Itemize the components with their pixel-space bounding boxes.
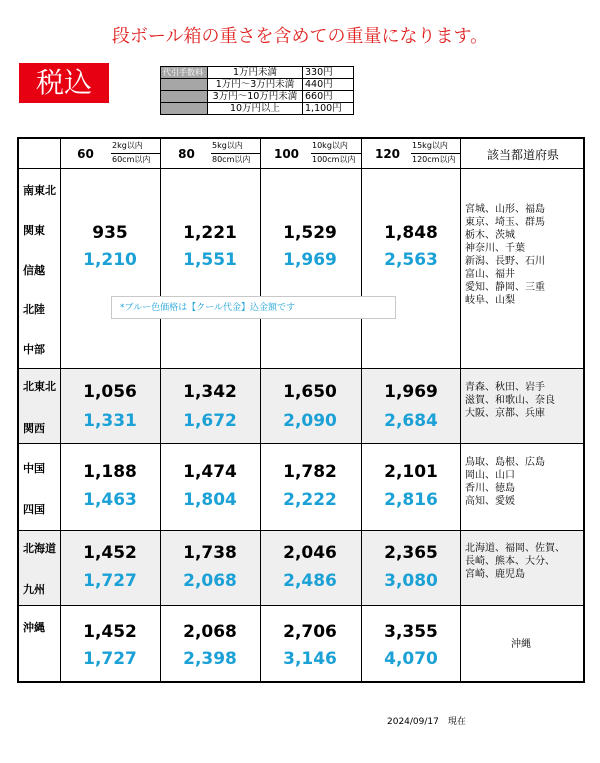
cod-row xyxy=(161,79,354,91)
cod-fee: 440円 xyxy=(303,79,354,91)
region-label: 四国 xyxy=(23,503,45,516)
col-divider xyxy=(160,139,161,681)
tax-included-badge: 税込 xyxy=(19,63,109,103)
prefecture-line: 宮城、山形、福島 xyxy=(465,204,545,215)
cod-row xyxy=(161,91,354,103)
weight-limit: 2kg以内 xyxy=(112,141,143,150)
prefecture-line: 新潟、長野、石川 xyxy=(465,256,545,267)
prefecture-line: 栃木、茨城 xyxy=(465,230,515,241)
price-cool: 2,398 xyxy=(183,649,237,669)
price-normal: 1,452 xyxy=(83,622,137,642)
prefecture-line: 北海道、福岡、佐賀、 xyxy=(465,543,565,554)
price-cool: 2,222 xyxy=(283,490,337,510)
prefecture-line: 神奈川、千葉 xyxy=(465,243,525,254)
price-cool: 3,146 xyxy=(283,649,337,669)
shipping-rate-table xyxy=(17,137,585,683)
price-cool: 3,080 xyxy=(384,571,438,591)
row-divider xyxy=(19,443,583,444)
prefecture-line: 富山、福井 xyxy=(465,269,515,280)
price-cool: 2,486 xyxy=(283,571,337,591)
dimension-limit: 60cm以内 xyxy=(112,155,151,164)
row-divider xyxy=(19,605,583,606)
cod-fee: 660円 xyxy=(303,91,354,103)
region-label: 中国 xyxy=(23,462,45,475)
region-label: 沖縄 xyxy=(23,621,45,634)
price-cool: 2,684 xyxy=(384,411,438,431)
prefecture-list xyxy=(465,381,555,420)
price-cool: 1,210 xyxy=(83,250,137,270)
price-normal: 1,056 xyxy=(83,382,137,402)
row-divider xyxy=(19,530,583,531)
price-normal: 1,969 xyxy=(384,382,438,402)
region-label: 信越 xyxy=(23,264,45,277)
col-divider xyxy=(60,139,61,681)
price-normal: 1,782 xyxy=(283,462,337,482)
price-normal: 2,068 xyxy=(183,622,237,642)
price-normal: 1,342 xyxy=(183,382,237,402)
weight-limit: 15kg以内 xyxy=(412,141,448,150)
prefecture-line: 岐阜、山梨 xyxy=(465,295,515,306)
price-cool: 1,551 xyxy=(183,250,237,270)
col-divider xyxy=(460,139,461,681)
col-divider xyxy=(361,139,362,681)
cod-range: 3万円～10万円未満 xyxy=(208,91,303,103)
size-label: 100 xyxy=(273,147,300,161)
price-normal: 2,365 xyxy=(384,543,438,563)
prefecture-line: 鳥取、島根、広島 xyxy=(465,457,545,468)
price-cool: 2,816 xyxy=(384,490,438,510)
cool-price-note: *ブルー色価格は【クール代金】込金額です xyxy=(111,296,396,319)
size-label: 60 xyxy=(77,147,94,161)
price-cool: 1,463 xyxy=(83,490,137,510)
price-cool: 1,727 xyxy=(83,649,137,669)
as-of-date: 2024/09/17 現在 xyxy=(387,717,466,727)
price-normal: 1,650 xyxy=(283,382,337,402)
prefecture-line: 香川、徳島 xyxy=(465,483,515,494)
price-cool: 1,672 xyxy=(183,411,237,431)
prefecture-list xyxy=(465,456,545,508)
cod-fee: 1,100円 xyxy=(303,103,354,115)
price-normal: 1,188 xyxy=(83,462,137,482)
dimension-limit: 100cm以内 xyxy=(312,155,356,164)
price-normal: 2,046 xyxy=(283,543,337,563)
region-label: 北海道 xyxy=(23,542,56,555)
headline: 段ボール箱の重さを含めての重量になります。 xyxy=(111,26,489,47)
size-label: 120 xyxy=(374,147,401,161)
region-label: 中部 xyxy=(23,343,45,356)
region-label: 南東北 xyxy=(23,184,56,197)
cod-range: 10万円以上 xyxy=(208,103,303,115)
region-label: 九州 xyxy=(23,583,45,596)
col-divider xyxy=(260,139,261,681)
price-cool: 2,068 xyxy=(183,571,237,591)
price-cool: 2,563 xyxy=(384,250,438,270)
price-normal: 935 xyxy=(92,223,128,243)
cod-label-cell xyxy=(161,79,208,91)
row-divider xyxy=(19,168,583,169)
prefecture-list xyxy=(465,203,545,307)
weight-limit: 5kg以内 xyxy=(212,141,243,150)
price-cool: 2,090 xyxy=(283,411,337,431)
weight-limit: 10kg以内 xyxy=(312,141,348,150)
cod-fee-table xyxy=(160,66,354,115)
price-normal: 1,452 xyxy=(83,543,137,563)
cod-label-cell xyxy=(161,67,208,79)
cod-fee: 330円 xyxy=(303,67,354,79)
price-normal: 3,355 xyxy=(384,622,438,642)
prefecture-line: 高知、愛媛 xyxy=(465,496,515,507)
price-normal: 2,706 xyxy=(283,622,337,642)
prefecture-line: 長崎、熊本、大分、 xyxy=(465,556,555,567)
region-label: 関東 xyxy=(23,224,45,237)
prefecture-line: 岡山、山口 xyxy=(465,470,515,481)
cod-row xyxy=(161,67,354,79)
prefecture-header: 該当都道府県 xyxy=(486,148,559,162)
cod-label-cell xyxy=(161,91,208,103)
price-cool: 1,804 xyxy=(183,490,237,510)
price-cool: 4,070 xyxy=(384,649,438,669)
prefecture-line: 東京、埼玉、群馬 xyxy=(465,217,545,228)
cod-row xyxy=(161,103,354,115)
region-label: 北陸 xyxy=(23,303,45,316)
price-normal: 2,101 xyxy=(384,462,438,482)
cod-label-cell xyxy=(161,103,208,115)
prefecture-list xyxy=(465,542,565,581)
price-normal: 1,221 xyxy=(183,223,237,243)
dimension-limit: 80cm以内 xyxy=(212,155,251,164)
region-label: 北東北 xyxy=(23,380,56,393)
prefecture-line: 大阪、京都、兵庫 xyxy=(465,408,545,419)
price-cool: 1,727 xyxy=(83,571,137,591)
prefecture-line: 愛知、静岡、三重 xyxy=(465,282,545,293)
size-label: 80 xyxy=(178,147,195,161)
price-normal: 1,529 xyxy=(283,223,337,243)
dimension-limit: 120cm以内 xyxy=(412,155,456,164)
row-divider xyxy=(19,368,583,369)
cod-range: 1万円～3万円未満 xyxy=(208,79,303,91)
price-cool: 1,969 xyxy=(283,250,337,270)
prefecture-line: 滋賀、和歌山、奈良 xyxy=(465,395,555,406)
prefecture-line: 宮崎、鹿児島 xyxy=(465,569,525,580)
price-cool: 1,331 xyxy=(83,411,137,431)
prefecture-line: 沖縄 xyxy=(511,639,531,650)
price-normal: 1,848 xyxy=(384,223,438,243)
cod-label: 代引手数料 xyxy=(163,68,203,77)
prefecture-list xyxy=(511,638,531,651)
region-label: 関西 xyxy=(23,422,45,435)
price-normal: 1,474 xyxy=(183,462,237,482)
prefecture-line: 青森、秋田、岩手 xyxy=(465,382,545,393)
price-normal: 1,738 xyxy=(183,543,237,563)
cod-range: 1万円未満 xyxy=(208,67,303,79)
